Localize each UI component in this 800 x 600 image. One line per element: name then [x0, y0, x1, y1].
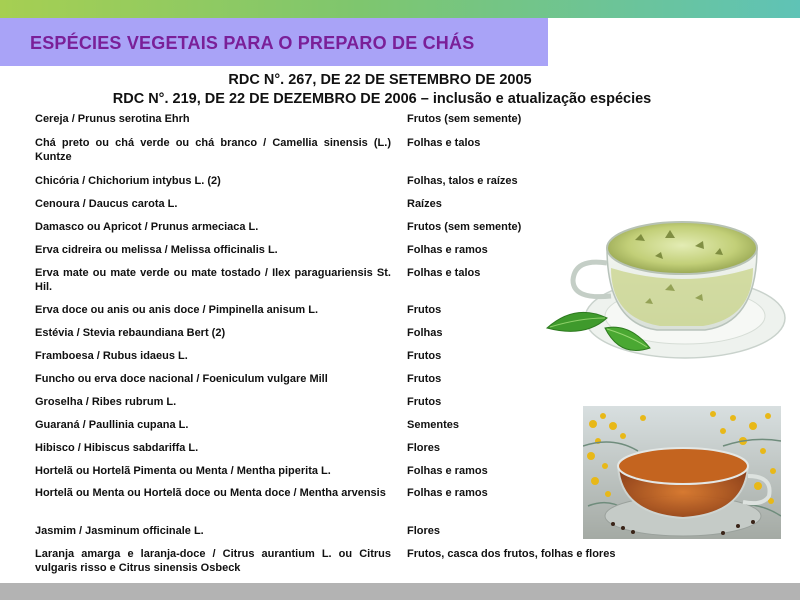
species-cell: Chá preto ou chá verde ou chá branco / Camellia sinensis (L.) Kuntze [35, 137, 391, 163]
species-cell: Erva doce ou anis ou anis doce / Pimpinella anisum L. [35, 304, 319, 316]
species-cell: Estévia / Stevia rebaundiana Bert (2) [35, 327, 226, 339]
part-cell: Folhas e ramos [407, 487, 488, 499]
rdc-line-2: RDC N°. 219, DE 22 DE DEZEMBRO DE 2006 – inclusão e atualização espécies [112, 91, 652, 107]
part-cell: Frutos (sem semente) [407, 221, 522, 233]
species-cell: Jasmim / Jasminum officinale L. [35, 525, 204, 537]
part-cell: Folhas e ramos [407, 244, 488, 256]
species-cell: Cereja / Prunus serotina Ehrh [35, 113, 190, 125]
species-cell: Erva cidreira ou melissa / Melissa officinalis L. [35, 244, 278, 256]
species-cell: Damasco ou Apricot / Prunus armeciaca L. [35, 221, 259, 233]
part-cell: Folhas, talos e raízes [407, 175, 518, 187]
green-tea-cup-image [545, 208, 790, 373]
part-cell: Frutos [407, 304, 442, 316]
part-cell: Folhas e ramos [407, 465, 488, 477]
part-cell: Frutos (sem semente) [407, 113, 522, 125]
species-cell: Guaraná / Paullinia cupana L. [35, 419, 189, 431]
rdc-line-1: RDC N°. 267, DE 22 DE SETEMBRO DE 2005 [228, 72, 532, 88]
species-cell: Hortelã ou Menta ou Hortelã doce ou Menta doce / Mentha arvensis [35, 487, 386, 499]
part-cell: Flores [407, 525, 441, 537]
bottom-bar [0, 583, 800, 600]
page-title: ESPÉCIES VEGETAIS PARA O PREPARO DE CHÁS [30, 33, 475, 53]
part-cell: Frutos [407, 350, 442, 362]
species-cell: Groselha / Ribes rubrum L. [35, 396, 177, 408]
part-cell: Folhas [407, 327, 443, 339]
part-cell: Sementes [407, 419, 459, 431]
species-cell: Hibisco / Hibiscus sabdariffa L. [35, 442, 199, 454]
part-cell: Frutos [407, 373, 442, 385]
part-cell: Folhas e talos [407, 137, 481, 149]
top-gradient-bar [0, 0, 800, 18]
part-cell: Frutos, casca dos frutos, folhas e flores [407, 548, 616, 560]
species-cell: Laranja amarga e laranja-doce / Citrus aurantium L. ou Citrus vulgaris risso e Citrus sinensis Osbeck [35, 548, 391, 574]
part-cell: Folhas e talos [407, 267, 481, 279]
species-cell: Hortelã ou Hortelã Pimenta ou Menta / Mentha piperita L. [35, 465, 331, 477]
species-cell: Funcho ou erva doce nacional / Foeniculum vulgare Mill [35, 373, 328, 385]
part-cell: Raízes [407, 198, 442, 210]
species-cell: Framboesa / Rubus idaeus L. [35, 350, 188, 362]
species-cell: Erva mate ou mate verde ou mate tostado / Ilex paraguariensis St. Hil. [35, 267, 391, 293]
species-cell: Cenoura / Daucus carota L. [35, 198, 178, 210]
species-cell: Chicória / Chichorium intybus L. (2) [35, 175, 221, 187]
herbal-tea-flowers-image [583, 406, 781, 539]
part-cell: Flores [407, 442, 441, 454]
part-cell: Frutos [407, 396, 442, 408]
